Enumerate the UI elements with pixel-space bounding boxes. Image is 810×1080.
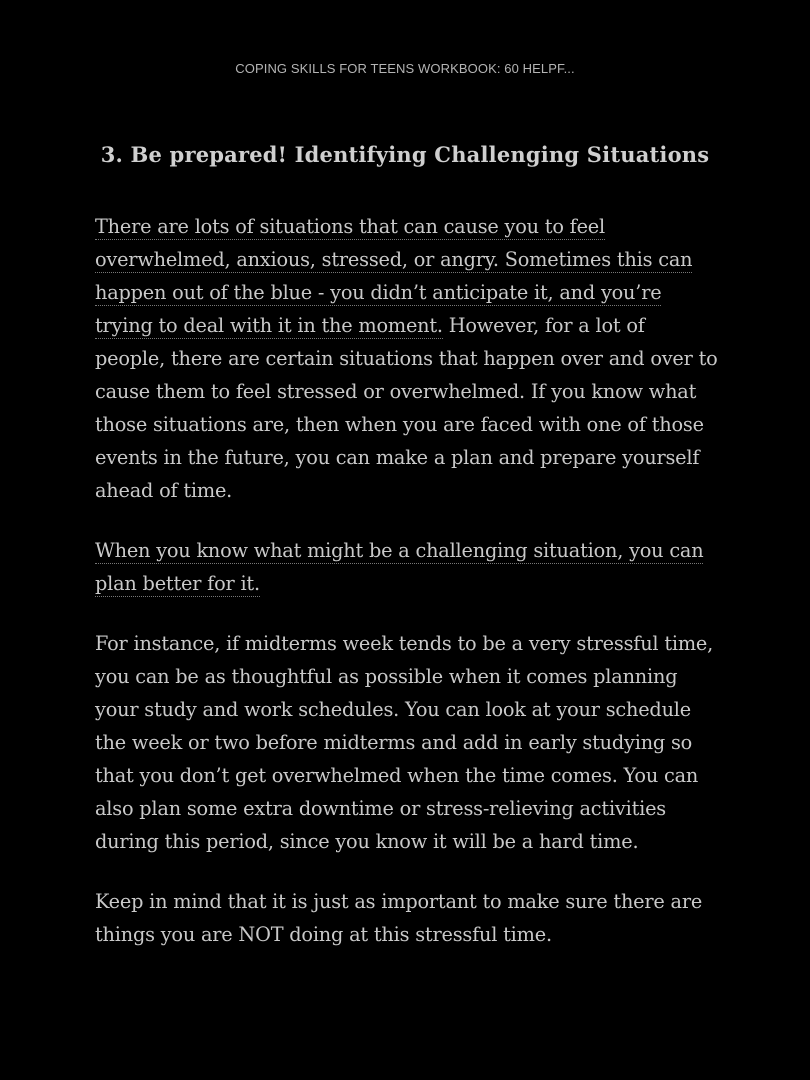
paragraph-2 (95, 534, 720, 600)
paragraph-1 (95, 210, 720, 507)
paragraph-4: Keep in mind that it is just as important to make sure there are things you are NOT doing at this stressful time. (95, 890, 703, 946)
book-title: COPING SKILLS FOR TEENS WORKBOOK: 60 HELPF... (235, 61, 575, 76)
highlighted-passage-1[interactable]: There are lots of situations that can cause you to feel overwhelmed, anxious, stressed, or angry. Sometimes this can happen out of the blue - you didn’t anticipate it, and you’re trying to deal with it in the moment. (95, 215, 693, 337)
paragraph-3: For instance, if midterms week tends to be a very stressful time, you can be as thoughtful as possible when it comes planning your study and work schedules. You can look at your schedule the week or two before midterms and add in early studying so that you don’t get overwhelmed when the time comes. You can also plan some extra downtime or stress-relieving activities during this period, since you know it will be a hard time. (95, 632, 714, 853)
highlighted-passage-2[interactable]: When you know what might be a challenging situation, you can plan better for it. (95, 539, 704, 595)
paragraph-1-text: However, for a lot of people, there are certain situations that happen over and over to cause them to feel stressed or overwhelmed. If you know what those situations are, then when you are faced with one of those events in the future, you can make a plan and prepare yourself ahead of time. (95, 314, 718, 502)
reading-content (95, 210, 720, 978)
chapter-heading: 3. Be prepared! Identifying Challenging Situations (100, 142, 710, 167)
